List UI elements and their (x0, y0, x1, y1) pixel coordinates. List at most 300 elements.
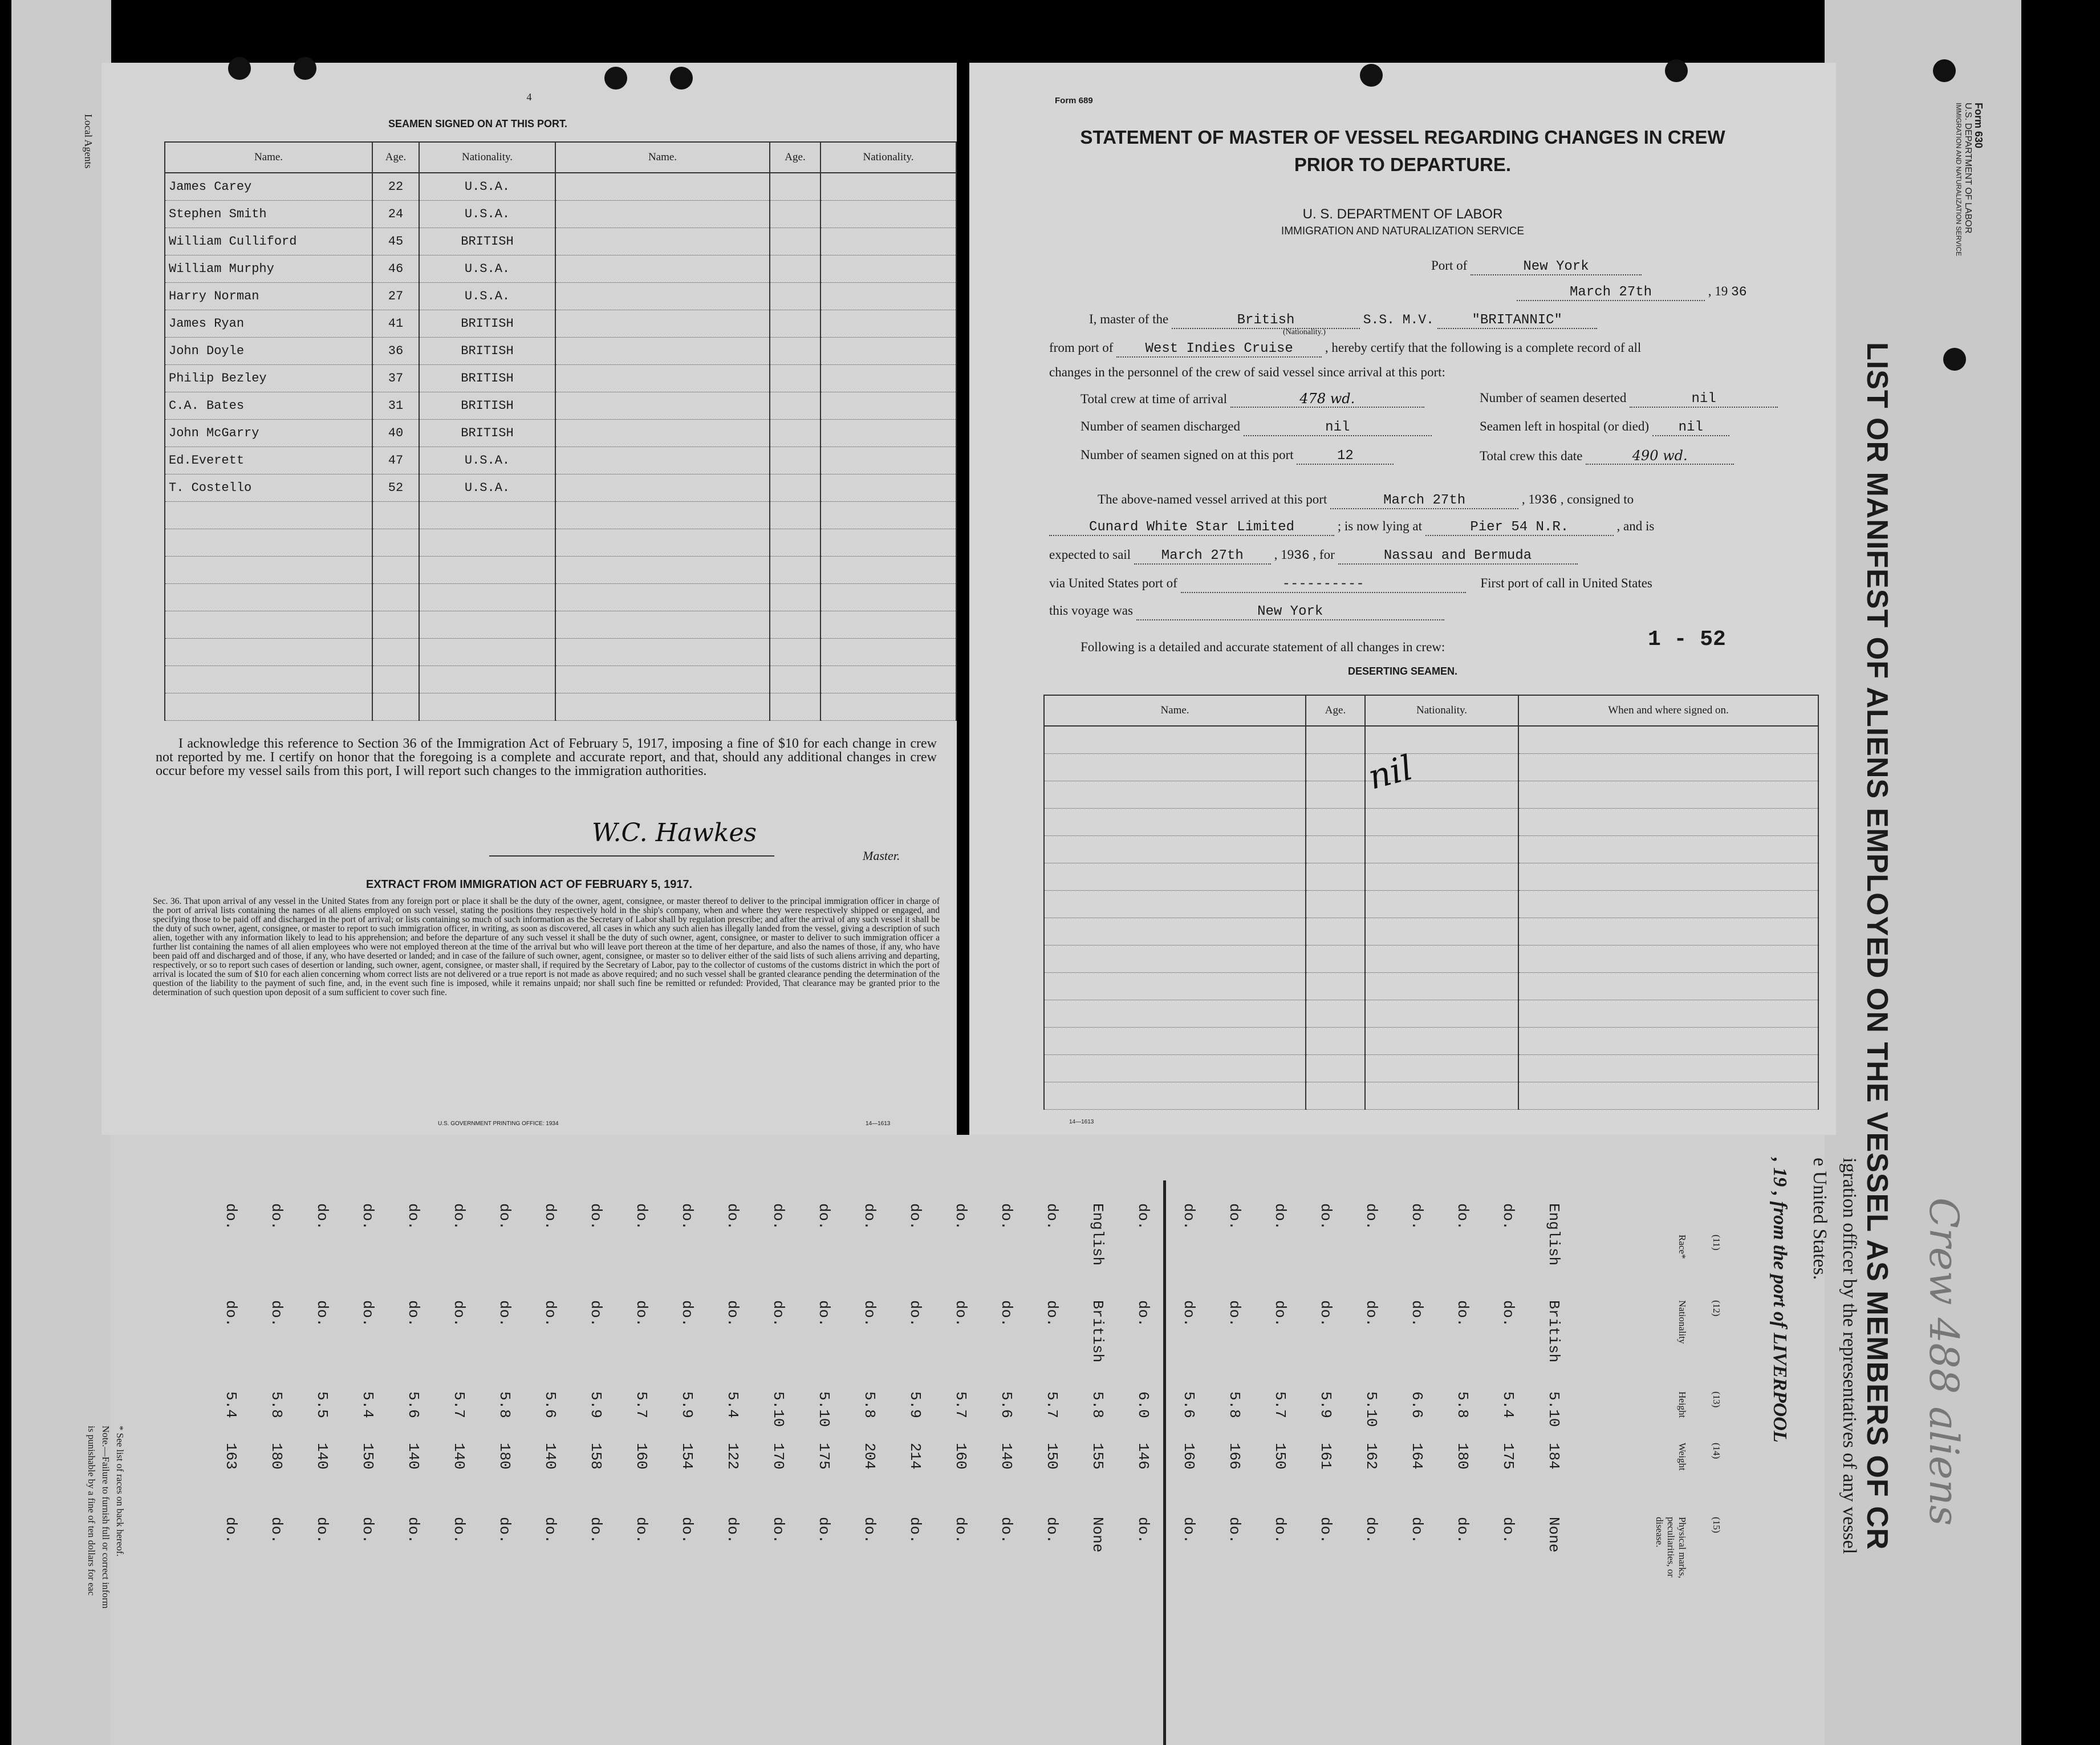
manifest-marks: do. (1408, 1517, 1425, 1544)
signed-on-row (1081, 448, 1394, 465)
manifest-form-label: Form 630 (1973, 103, 1984, 149)
expected-row: expected to sail March 27th , 1936 , for Nassau and Bermuda (1049, 547, 1578, 565)
empty-cell (1306, 945, 1365, 973)
manifest-marks: do. (815, 1517, 832, 1544)
desert-col-age: Age. (1306, 695, 1365, 726)
table-row (1044, 754, 1818, 781)
cell-age: 52 (372, 474, 419, 502)
vessel-name: "BRITANNIC" (1437, 313, 1597, 329)
manifest-weight: 140 (542, 1443, 559, 1470)
manifest-weight: 158 (587, 1443, 604, 1470)
table-row (1044, 726, 1818, 754)
manifest-height: 5.10 (1545, 1391, 1562, 1427)
manifest-height: 5.6 (405, 1391, 422, 1418)
manifest-line-1: igration officer by the representatives of any vessel (1839, 1158, 1860, 1555)
total-crew-date-value: 490 wd. (1586, 448, 1734, 465)
voyage-value: New York (1136, 604, 1444, 620)
empty-cell (1306, 973, 1365, 1000)
manifest-weight: 180 (1454, 1443, 1471, 1470)
empty-cell (1306, 891, 1365, 918)
manifest-height: 5.7 (1043, 1391, 1061, 1418)
punch-hole (294, 57, 316, 80)
department-label: U. S. DEPARTMENT OF LABOR (1302, 206, 1503, 222)
cell-age2 (770, 611, 820, 639)
manifest-weight: 122 (724, 1443, 741, 1470)
statement-title-2: PRIOR TO DEPARTURE. (1294, 154, 1512, 175)
manifest-marks: do. (861, 1517, 878, 1544)
col-nationality-2: Nationality. (820, 142, 956, 173)
empty-cell (1306, 809, 1365, 836)
cell-name2 (555, 639, 770, 666)
empty-cell (1365, 726, 1518, 754)
manifest-nationality: do. (1135, 1300, 1152, 1327)
manifest-marks: do. (450, 1517, 468, 1544)
manifest-weight: 180 (268, 1443, 285, 1470)
manifest-nationality: do. (861, 1300, 878, 1327)
manifest-weight: 160 (633, 1443, 650, 1470)
manifest-nationality: British (1089, 1300, 1106, 1363)
cell-name2 (555, 584, 770, 611)
arrived-value: March 27th (1330, 493, 1518, 509)
deserting-nil-entry: nil (1364, 748, 1417, 798)
empty-cell (1365, 836, 1518, 863)
cell-age (372, 611, 419, 639)
manifest-race: do. (587, 1203, 604, 1230)
empty-cell (1365, 918, 1518, 945)
manifest-height: 5.7 (633, 1391, 650, 1418)
manifest-marks: do. (1043, 1517, 1061, 1544)
empty-cell (1518, 945, 1818, 973)
empty-cell (1518, 863, 1818, 891)
via-row (1049, 576, 1652, 593)
manifest-line-2: e United States. (1809, 1158, 1830, 1280)
page-number: 4 (526, 91, 532, 103)
empty-cell (1518, 891, 1818, 918)
manifest-marks: do. (1500, 1517, 1517, 1544)
table-row (165, 666, 956, 693)
manifest-race: do. (1272, 1203, 1289, 1230)
and-is-label: , and is (1616, 519, 1655, 533)
deserting-title: DESERTING SEAMEN. (1347, 665, 1458, 677)
left-margin-label: Local Agents (83, 114, 94, 169)
empty-cell (1306, 1028, 1365, 1055)
manifest-weight: 214 (907, 1443, 924, 1470)
cell-name: John McGarry (165, 420, 372, 447)
manifest-nationality: do. (1180, 1300, 1197, 1327)
cell-name2 (555, 474, 770, 502)
cell-nat2 (820, 447, 956, 474)
cell-nat2 (820, 584, 956, 611)
manifest-weight: 164 (1408, 1443, 1425, 1470)
via-label: via United States port of (1049, 576, 1177, 590)
cell-age (372, 584, 419, 611)
cell-name2 (555, 392, 770, 420)
master-signature: W.C. Hawkes (592, 818, 757, 847)
cell-nat2 (820, 283, 956, 310)
punch-hole (604, 67, 627, 90)
cell-nationality (419, 584, 555, 611)
port-value: New York (1471, 259, 1642, 275)
manifest-weight: 175 (815, 1443, 832, 1470)
nationality-caption: (Nationality.) (1283, 328, 1326, 336)
empty-cell (1365, 891, 1518, 918)
manifest-marks: do. (1135, 1517, 1152, 1544)
cell-nationality: U.S.A. (419, 283, 555, 310)
col-age-2: Age. (770, 142, 820, 173)
manifest-weight: 162 (1363, 1443, 1380, 1470)
manifest-height: 5.9 (1317, 1391, 1334, 1418)
manifest-weight: 160 (952, 1443, 969, 1470)
manifest-marks: do. (587, 1517, 604, 1544)
total-crew-arrival-value: 478 wd. (1230, 391, 1424, 408)
voyage-row (1049, 603, 1444, 620)
manifest-race: do. (633, 1203, 650, 1230)
cell-name2 (555, 420, 770, 447)
table-row (165, 310, 956, 338)
manifest-marks: None (1545, 1517, 1562, 1553)
arrived-year: 36 (1541, 493, 1557, 508)
cell-name2 (555, 310, 770, 338)
manifest-col-header: Height (1677, 1391, 1688, 1418)
manifest-col-header: Physical marks, peculiarities, or disease. (1654, 1517, 1688, 1578)
manifest-marks: do. (1272, 1517, 1289, 1544)
manifest-weight: 170 (770, 1443, 787, 1470)
manifest-col-number: (14) (1711, 1443, 1722, 1459)
col-name-1: Name. (165, 142, 372, 173)
empty-cell (1518, 781, 1818, 809)
manifest-race: do. (1180, 1203, 1197, 1230)
table-row (1044, 973, 1818, 1000)
manifest-race: do. (907, 1203, 924, 1230)
empty-cell (1518, 973, 1818, 1000)
cell-age2 (770, 639, 820, 666)
manifest-service: IMMIGRATION AND NATURALIZATION SERVICE (1955, 103, 1963, 257)
cell-name (165, 502, 372, 529)
from-port-value: West Indies Cruise (1116, 341, 1322, 358)
cell-age: 46 (372, 255, 419, 283)
port-label: Port of (1431, 258, 1468, 273)
manifest-nationality: do. (359, 1300, 376, 1327)
manifest-marks: do. (405, 1517, 422, 1544)
handwritten-crew-note: Crew 488 aliens (1920, 1198, 1967, 1526)
empty-cell (1306, 1055, 1365, 1082)
acknowledgment-text: I acknowledge this reference to Section 36 of the Immigration Act of February 5, 1917, imposing a fine of $10 for each change in crew not reported by me. I certify on honor that the foregoing is a complete and accurate report, and that, should any additional changes in crew occur before my vessel sails from this port, I will report such changes to the immigration authorities. (156, 736, 937, 778)
cell-name2 (555, 693, 770, 721)
empty-cell (1518, 809, 1818, 836)
manifest-height: 5.5 (314, 1391, 331, 1418)
manifest-weight: 140 (405, 1443, 422, 1470)
cell-age: 22 (372, 173, 419, 201)
signed-on-label: Number of seamen signed on at this port (1081, 448, 1294, 462)
arrived-label: The above-named vessel arrived at this port (1098, 492, 1327, 506)
col-nationality-1: Nationality. (419, 142, 555, 173)
col-name-2: Name. (555, 142, 770, 173)
table-row (1044, 836, 1818, 863)
manifest-height: 5.6 (542, 1391, 559, 1418)
empty-cell (1044, 973, 1306, 1000)
footnote-note: Note.—Failure to furnish full or correct inform (100, 1426, 111, 1609)
expected-value: March 27th (1134, 548, 1271, 565)
statement-title-1: STATEMENT OF MASTER OF VESSEL REGARDING CHANGES IN CREW (1080, 127, 1725, 148)
left-form-code: 14—1613 (866, 1121, 891, 1127)
empty-cell (1044, 1055, 1306, 1082)
empty-cell (1306, 726, 1365, 754)
cell-age: 47 (372, 447, 419, 474)
manifest-height: 5.8 (268, 1391, 285, 1418)
cell-nat2 (820, 666, 956, 693)
manifest-weight: 146 (1135, 1443, 1152, 1470)
cell-name2 (555, 447, 770, 474)
manifest-nationality: do. (952, 1300, 969, 1327)
deserting-seamen-table (1043, 695, 1819, 1110)
empty-cell (1044, 891, 1306, 918)
cell-name: James Ryan (165, 310, 372, 338)
empty-cell (1518, 726, 1818, 754)
table-row (1044, 781, 1818, 809)
year-value: 36 (1731, 285, 1747, 299)
cell-name: William Culliford (165, 228, 372, 255)
empty-cell (1044, 781, 1306, 809)
cell-name2 (555, 173, 770, 201)
empty-cell (1518, 754, 1818, 781)
cell-name: Ed.Everett (165, 447, 372, 474)
manifest-nationality: do. (1363, 1300, 1380, 1327)
form-label: Form 689 (1055, 96, 1093, 105)
empty-cell (1044, 836, 1306, 863)
cell-age2 (770, 529, 820, 557)
manifest-marks: None (1089, 1517, 1106, 1553)
consignee-row (1049, 519, 1654, 536)
manifest-marks: do. (314, 1517, 331, 1544)
cell-nationality: U.S.A. (419, 447, 555, 474)
cell-name2 (555, 365, 770, 392)
manifest-height: 5.10 (815, 1391, 832, 1427)
manifest-marks: do. (952, 1517, 969, 1544)
empty-cell (1518, 836, 1818, 863)
manifest-race: do. (1043, 1203, 1061, 1230)
empty-cell (1044, 863, 1306, 891)
manifest-race: do. (724, 1203, 741, 1230)
empty-cell (1044, 1028, 1306, 1055)
cell-name2 (555, 529, 770, 557)
cell-age: 41 (372, 310, 419, 338)
for-label: , for (1313, 547, 1335, 562)
table-row (165, 283, 956, 310)
cell-name2 (555, 611, 770, 639)
manifest-height: 5.10 (1363, 1391, 1380, 1427)
manifest-height: 5.9 (907, 1391, 924, 1418)
punch-hole (670, 67, 693, 90)
manifest-marks: do. (268, 1517, 285, 1544)
manifest-nationality: do. (1454, 1300, 1471, 1327)
cell-nationality: BRITISH (419, 310, 555, 338)
arrived-row: The above-named vessel arrived at this port March 27th , 1936 , consigned to (1098, 492, 1634, 508)
changes-row: changes in the personnel of the crew of said vessel since arrival at this port: (1049, 365, 1445, 379)
manifest-nationality: do. (314, 1300, 331, 1327)
manifest-height: 6.6 (1408, 1391, 1425, 1418)
manifest-race: do. (1454, 1203, 1471, 1230)
manifest-weight: 140 (314, 1443, 331, 1470)
cell-nationality: U.S.A. (419, 173, 555, 201)
manifest-marks: do. (496, 1517, 513, 1544)
cell-age: 27 (372, 283, 419, 310)
table-row (165, 693, 956, 721)
cell-age (372, 639, 419, 666)
cell-age: 31 (372, 392, 419, 420)
date-value: March 27th (1517, 285, 1705, 301)
from-port-row (1049, 340, 1641, 358)
vessel-prefix: S.S. M.V. (1363, 313, 1434, 327)
manifest-height: 5.4 (724, 1391, 741, 1418)
manifest-height: 5.8 (861, 1391, 878, 1418)
left-form-page (101, 63, 957, 1135)
cell-age: 40 (372, 420, 419, 447)
empty-cell (1306, 836, 1365, 863)
manifest-race: do. (770, 1203, 787, 1230)
desert-col-name: Name. (1044, 695, 1306, 726)
manifest-race: do. (679, 1203, 696, 1230)
manifest-weight: 184 (1545, 1443, 1562, 1470)
cell-age2 (770, 693, 820, 721)
manifest-race: do. (1226, 1203, 1243, 1230)
empty-cell (1365, 1055, 1518, 1082)
empty-cell (1044, 754, 1306, 781)
cell-nationality: U.S.A. (419, 474, 555, 502)
cell-age (372, 502, 419, 529)
empty-cell (1306, 1000, 1365, 1028)
cell-name2 (555, 666, 770, 693)
empty-cell (1365, 809, 1518, 836)
cell-nat2 (820, 474, 956, 502)
empty-cell (1044, 1000, 1306, 1028)
cell-nationality: U.S.A. (419, 255, 555, 283)
cell-name: Harry Norman (165, 283, 372, 310)
table-row (165, 201, 956, 228)
manifest-col-number: (13) (1711, 1391, 1722, 1408)
manifest-col-header: Weight (1677, 1443, 1688, 1471)
via-value: ---------- (1181, 577, 1466, 593)
manifest-race: do. (998, 1203, 1015, 1230)
manifest-marks: do. (907, 1517, 924, 1544)
cell-name: Stephen Smith (165, 201, 372, 228)
manifest-height: 5.10 (770, 1391, 787, 1427)
cell-nat2 (820, 392, 956, 420)
table-row (1044, 863, 1818, 891)
manifest-weight: 166 (1226, 1443, 1243, 1470)
cell-age2 (770, 584, 820, 611)
cell-nationality: BRITISH (419, 365, 555, 392)
extract-text: Sec. 36. That upon arrival of any vessel in the United States from any foreign port or place it shall be the duty of the owner, agent, consignee, or master thereof to deliver to the principal immigration officer in charge of the port of arrival lists containing the names of all aliens employed on such vessel, stating the positions they respectively hold in the ship's company, when and where they were respectively shipped or engaged, and specifying those to be paid off and discharged in the port of arrival; or lists containing so much of such information as the Secretary of Labor shall by regulation prescribe; and after the arrival of any such vessel it shall be the duty of such owner, agent, consignee, or master to report to such immigration officer, in writing, as soon as discovered, all cases in which any such alien has illegally landed from the vessel, giving a description of such alien, together with any information likely to lead to his apprehension; and before the departure of any such vessel it shall be the duty of such owner, agent, consignee, or master to deliver to such immigration officer a further list containing the names of all alien employees who were not employed thereon at the time of the arrival but who will leave port thereon at the time of her departure, and also the names of those, if any, who have been paid off and discharged and of those, if any, who have deserted or landed; and in case of the failure of such owner, agent, consignee, or master so to deliver either of the said lists of such aliens arriving and departing, respectively, or so to report such cases of desertion or landing, such owner, agent, consignee, or master shall, if required by the Secretary of Labor, pay to the collector of customs of the customs district in which the port of arrival is located the sum of $10 for each alien concerning whom correct lists are not delivered or a true report is not made as above required; and no such vessel shall be granted clearance pending the determination of the question of the liability to the payment of such fine, and, in the event such fine is imposed, while it remains unpaid; nor shall such fine be remitted or refunded: Provided, That clearance may be granted prior to the determination of such question upon deposit of a sum sufficient to cover such fine. (153, 896, 940, 997)
manifest-nationality: do. (724, 1300, 741, 1327)
manifest-weight: 140 (998, 1443, 1015, 1470)
manifest-race: do. (268, 1203, 285, 1230)
following-row: Following is a detailed and accurate statement of all changes in crew: (1081, 640, 1445, 654)
manifest-nationality: British (1545, 1300, 1562, 1363)
manifest-height: 5.8 (496, 1391, 513, 1418)
manifest-nationality: do. (1226, 1300, 1243, 1327)
cell-age: 45 (372, 228, 419, 255)
empty-cell (1365, 1000, 1518, 1028)
table-row (165, 474, 956, 502)
cell-name: James Carey (165, 173, 372, 201)
lying-label: ; is now lying at (1337, 519, 1422, 533)
manifest-height: 5.7 (1272, 1391, 1289, 1418)
left-page-title: SEAMEN SIGNED ON AT THIS PORT. (388, 118, 568, 129)
footnote-fine: is punishable by a fine of ten dollars for eac (86, 1426, 97, 1596)
table-row (165, 447, 956, 474)
table-row (165, 392, 956, 420)
empty-cell (1518, 1028, 1818, 1055)
from-port-label: from port of (1049, 340, 1114, 355)
cell-age: 37 (372, 365, 419, 392)
table-row (165, 557, 956, 584)
cell-name2 (555, 557, 770, 584)
pen-line (1163, 1180, 1166, 1745)
manifest-nationality: do. (679, 1300, 696, 1327)
cell-name2 (555, 283, 770, 310)
cell-nat2 (820, 310, 956, 338)
manifest-height: 5.8 (1226, 1391, 1243, 1418)
lying-value: Pier 54 N.R. (1425, 520, 1614, 536)
cell-nat2 (820, 557, 956, 584)
punch-hole (1665, 59, 1688, 82)
empty-cell (1365, 863, 1518, 891)
col-age-1: Age. (372, 142, 419, 173)
manifest-nationality: do. (998, 1300, 1015, 1327)
manifest-height: 5.9 (587, 1391, 604, 1418)
manifest-nationality: do. (1272, 1300, 1289, 1327)
manifest-marks: do. (679, 1517, 696, 1544)
manifest-marks: do. (1363, 1517, 1380, 1544)
right-form-page (969, 63, 1836, 1135)
table-row (165, 529, 956, 557)
manifest-nationality: do. (222, 1300, 239, 1327)
cell-nat2 (820, 502, 956, 529)
total-crew-arrival-label: Total crew at time of arrival (1081, 392, 1228, 406)
cell-age2 (770, 557, 820, 584)
cell-name (165, 611, 372, 639)
punch-hole (1360, 64, 1383, 87)
empty-cell (1365, 973, 1518, 1000)
cell-age2 (770, 228, 820, 255)
total-crew-date-label: Total crew this date (1480, 449, 1583, 463)
cell-nationality (419, 502, 555, 529)
manifest-nationality: do. (496, 1300, 513, 1327)
empty-cell (1044, 918, 1306, 945)
voyage-label: this voyage was (1049, 603, 1133, 618)
table-row (165, 338, 956, 365)
manifest-race: do. (542, 1203, 559, 1230)
cell-name (165, 584, 372, 611)
manifest-weight: 163 (222, 1443, 239, 1470)
manifest-nationality: do. (587, 1300, 604, 1327)
cell-name: T. Costello (165, 474, 372, 502)
expected-label: expected to sail (1049, 547, 1131, 562)
master-label: Master. (863, 849, 900, 863)
empty-cell (1306, 863, 1365, 891)
manifest-nationality: do. (542, 1300, 559, 1327)
manifest-col-header: Nationality (1677, 1300, 1688, 1344)
cell-name (165, 693, 372, 721)
table-row (1044, 809, 1818, 836)
manifest-weight: 175 (1500, 1443, 1517, 1470)
table-row (165, 420, 956, 447)
empty-cell (1306, 918, 1365, 945)
manifest-race: do. (1500, 1203, 1517, 1230)
cell-age2 (770, 420, 820, 447)
manifest-weight: 150 (1272, 1443, 1289, 1470)
cell-age: 36 (372, 338, 419, 365)
